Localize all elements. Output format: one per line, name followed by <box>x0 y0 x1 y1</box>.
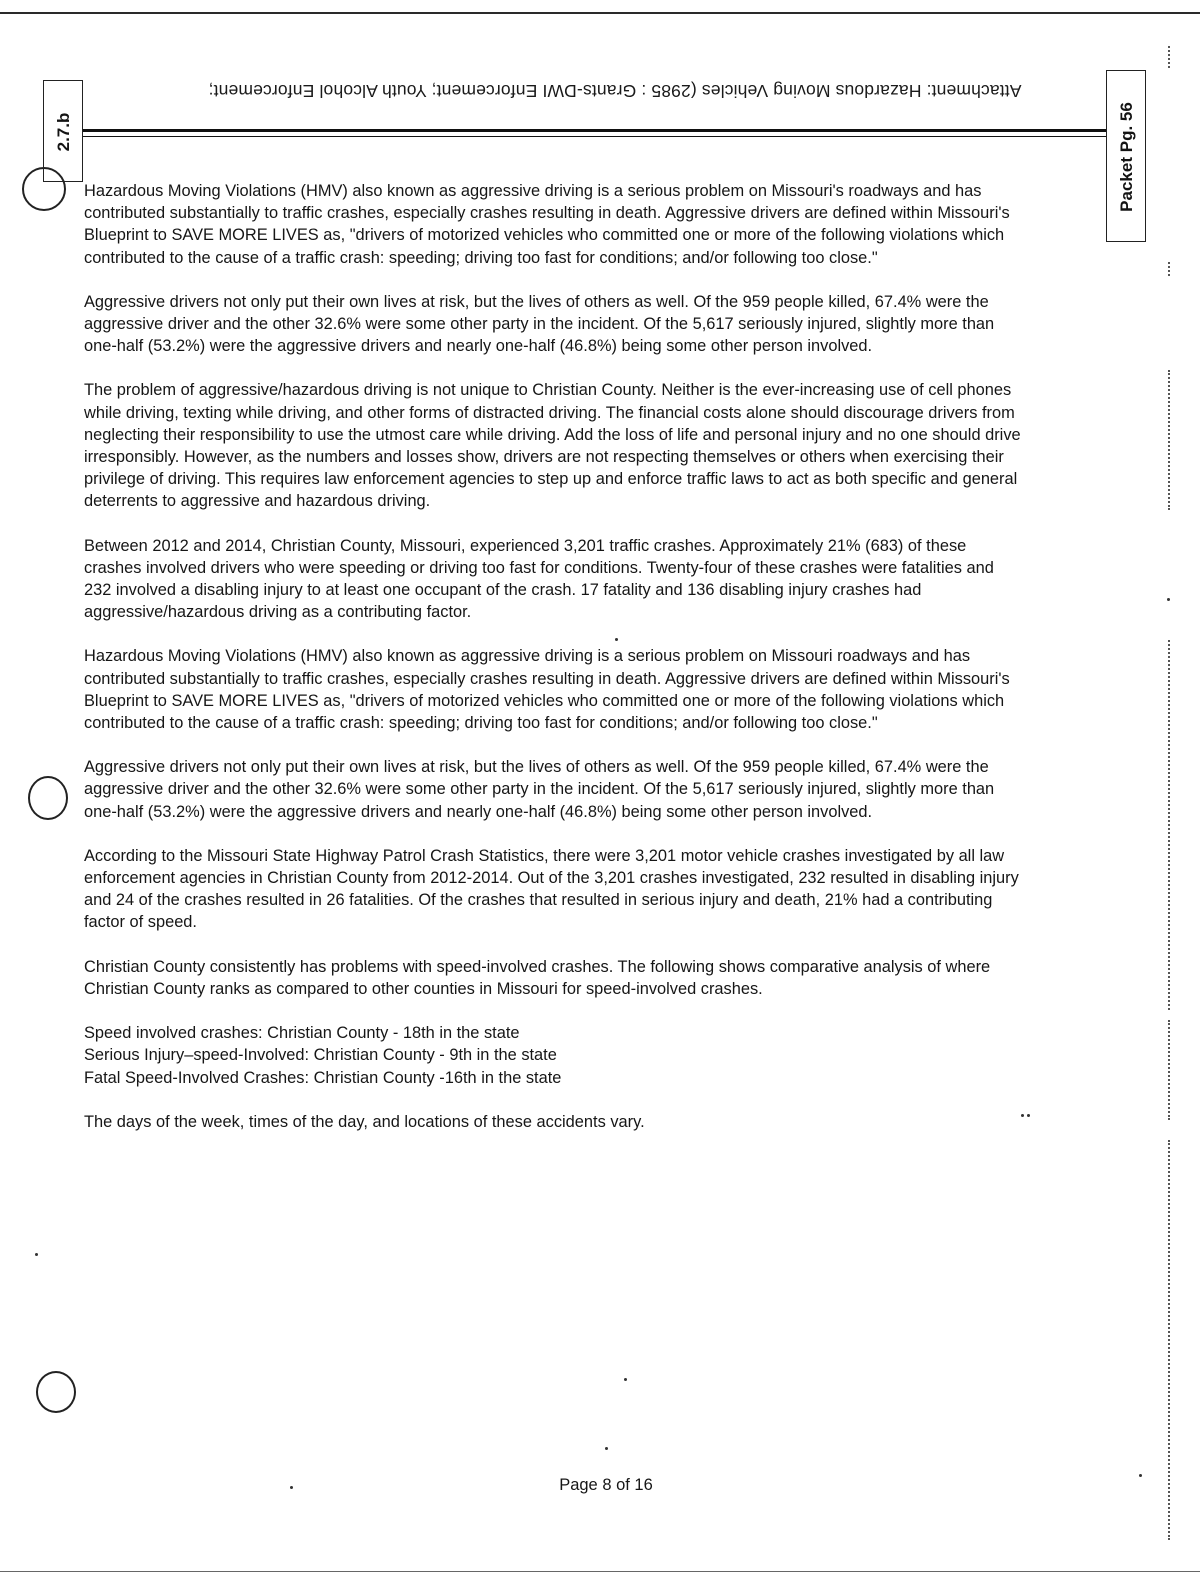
scan-margin-dots <box>1168 262 1170 276</box>
header-rule <box>82 129 1122 132</box>
scan-speck <box>605 1447 608 1450</box>
ranking-line: Fatal Speed-Involved Crashes: Christian County -16th in the state <box>84 1068 562 1087</box>
packet-page-tag-label: Packet Pg. 56 <box>1117 102 1136 212</box>
agenda-item-tag-label: 2.7.b <box>54 112 73 152</box>
paragraph: Hazardous Moving Violations (HMV) also known as aggressive driving is a serious problem on Missouri's roadways and has contributed substantially to traffic crashes, especially crashes resulting in death. Aggressive drivers are defined within Missouri's Blueprint to SAVE MORE LIVES as, "drivers of motorized vehicles who committed one or more of the following violations which contributed to the cause of a traffic crash: speeding; driving too fast for conditions; and/or following too close." <box>84 182 1010 267</box>
punch-hole-icon <box>22 167 66 211</box>
ranking-line: Speed involved crashes: Christian County - 18th in the state <box>84 1024 520 1043</box>
scan-margin-dots <box>1168 640 1170 1010</box>
page-bottom-rule <box>0 1571 1200 1572</box>
paragraph: Christian County consistently has problems with speed-involved crashes. The following shows comparative analysis of where Christian County ranks as compared to other counties in Missouri for speed-involved crashes. <box>84 957 991 998</box>
paragraph: Aggressive drivers not only put their own lives at risk, but the lives of others as well. Of the 959 people killed, 67.4% were the aggressive driver and the other 32.6% were some other party in the incident. Of the 5,617 seriously injured, slightly more than one-half (53.2%) were the aggressive drivers and nearly one-half (46.8%) being some other person involved. <box>84 758 995 821</box>
page-top-rule <box>0 12 1200 14</box>
scan-speck <box>1027 1114 1030 1117</box>
scan-speck <box>35 1253 38 1256</box>
scan-margin-dots <box>1168 46 1170 68</box>
paragraph: The problem of aggressive/hazardous driving is not unique to Christian County. Neither is the ever-increasing use of cell phones while driving, texting while driving, and other forms of distracted driving. The financial costs alone should discourage drivers from neglecting their responsibility to use the utmost care while driving. Add the loss of life and personal injury and no one should drive irresponsibly. However, as the numbers and losses show, drivers are not respecting themselves or others when exercising their privilege of driving. This requires law enforcement agencies to step up and enforce traffic laws to act as both specific and general deterrents to aggressive and hazardous driving. <box>84 381 1021 511</box>
scan-speck <box>624 1378 627 1381</box>
header-rule-thin <box>82 136 1122 137</box>
packet-page-tag <box>1106 70 1146 242</box>
closing-paragraph: The days of the week, times of the day, and locations of these accidents vary. <box>84 1112 645 1131</box>
attachment-header: Attachment: Hazardous Moving Vehicles (2985 : Grants-DWI Enforcement; Youth Alcohol Enforcement; <box>208 81 1022 102</box>
scan-speck <box>1167 598 1170 601</box>
paragraph: Aggressive drivers not only put their own lives at risk, but the lives of others as well. Of the 959 people killed, 67.4% were the aggressive driver and the other 32.6% were some other party in the incident. Of the 5,617 seriously injured, slightly more than one-half (53.2%) were the aggressive drivers and nearly one-half (46.8%) being some other person involved. <box>84 292 995 356</box>
punch-hole-icon <box>28 776 68 820</box>
page-number: Page 8 of 16 <box>559 1476 653 1494</box>
punch-hole-icon <box>36 1371 76 1413</box>
document-body <box>84 180 1024 1155</box>
paragraph: Hazardous Moving Violations (HMV) also known as aggressive driving is a serious problem on Missouri roadways and has contributed substantially to traffic crashes, especially crashes resulting in death. Aggressive drivers are defined within Missouri's Blueprint to SAVE MORE LIVES as, "drivers of motorized vehicles who committed one or more of the following violations which contributed to the cause of a traffic crash: speeding; driving too fast for conditions; and/or following too close." <box>84 647 1010 733</box>
scan-margin-dots <box>1168 1020 1170 1120</box>
paragraph: According to the Missouri State Highway Patrol Crash Statistics, there were 3,201 motor vehicle crashes investigated by all law enforcement agencies in Christian County from 2012-2014. Out of the 3,201 crashes investigated, 232 resulted in disabling injury and 24 of the crashes resulted in 26 fatalities. Of the crashes that resulted in serious injury and death, 21% had a contributing factor of speed. <box>84 846 1019 932</box>
ranking-line: Serious Injury–speed-Involved: Christian County - 9th in the state <box>84 1046 557 1065</box>
paragraph: Between 2012 and 2014, Christian County, Missouri, experienced 3,201 traffic crashes. Approximately 21% (683) of these crashes involved drivers who were speeding or driving too fast for conditions. Twenty-four of these crashes were fatalities and 232 involved a disabling injury to at least one occupant of the crash. 17 fatality and 136 disabling injury crashes had aggressive/hazardous driving as a contributing factor. <box>84 536 994 622</box>
scan-margin-dots <box>1168 370 1170 510</box>
